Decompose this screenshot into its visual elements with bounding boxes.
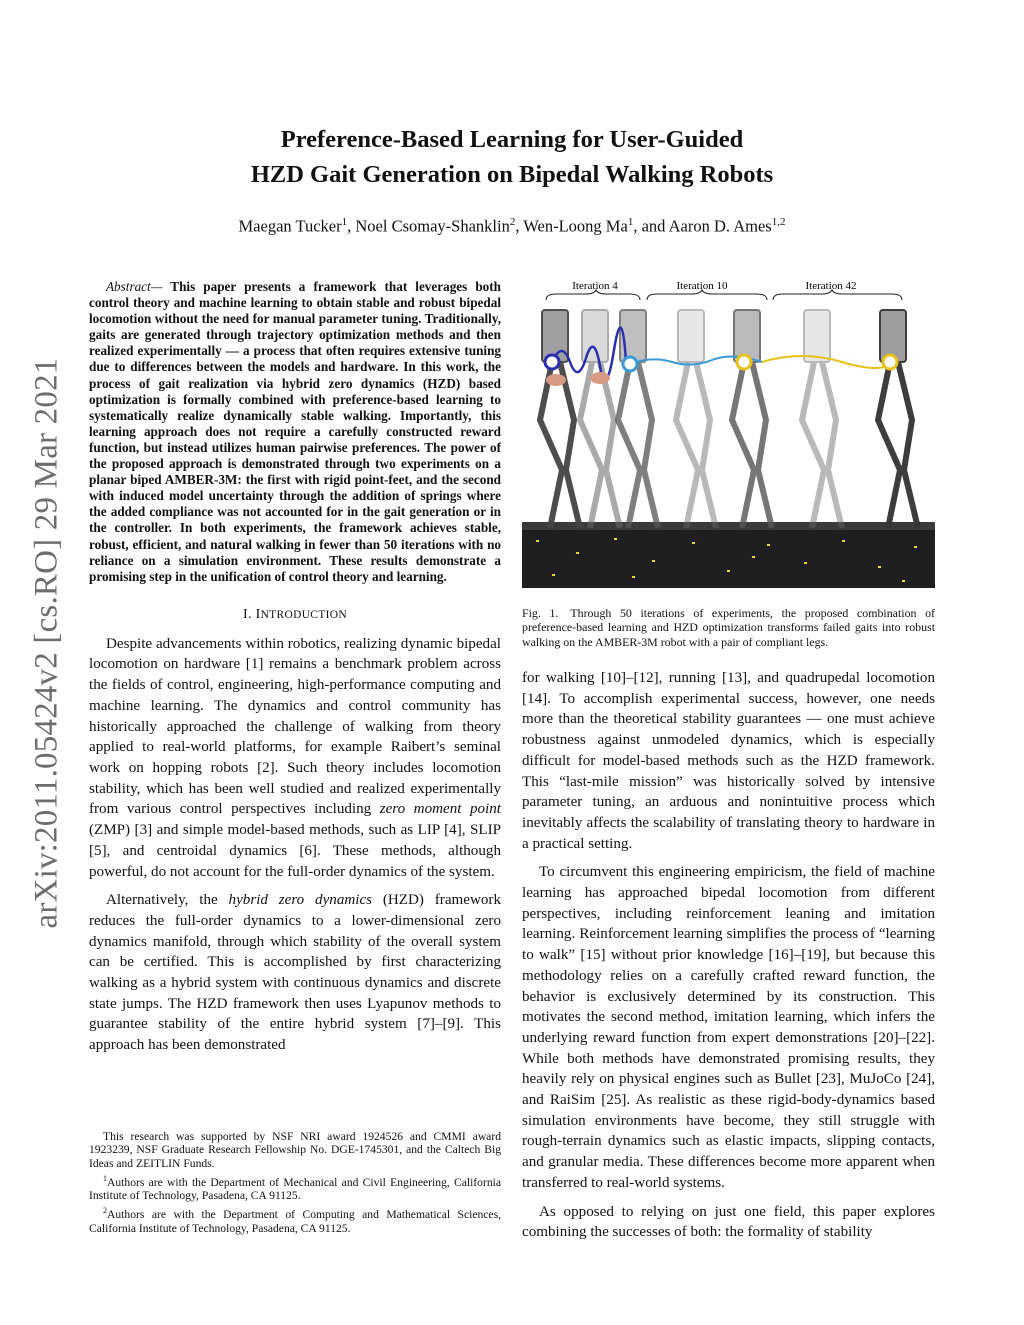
treadmill-surface	[522, 528, 935, 588]
author-name: Noel Csomay-Shanklin	[355, 216, 510, 236]
hip-marker-iteration-10	[623, 357, 637, 371]
robot-frame	[732, 310, 772, 528]
author-name: Wen-Loong Ma	[523, 216, 628, 236]
abstract	[89, 279, 501, 585]
figure-1	[522, 270, 935, 595]
abstract-label: Abstract—	[106, 279, 163, 294]
human-hand	[546, 374, 566, 386]
human-hand	[590, 372, 610, 384]
section-title-rest: NTRODUCTION	[260, 608, 347, 621]
robot-frame	[802, 310, 842, 528]
section-title-initial: I	[255, 606, 261, 622]
robot-walking-image	[522, 270, 935, 590]
robot-frames	[540, 310, 918, 528]
author-separator: ,	[515, 216, 524, 236]
section-number: I.	[243, 606, 256, 622]
intro-paragraph-2: Alternatively, the hybrid zero dynamics (HZD) framework reduces the full-order dynamics to a lower-dimensional zero dynamics manifold, through which stability of the overall system can be certified. This is accomplished by first characterizing walking as a hybrid system with continuous dynamics and discrete state jumps. The HZD framework then uses Lyapunov methods to guarantee stability of the entire hybrid system [7]–[9]. This approach has been demonstrated	[89, 892, 501, 1054]
author-name: Aaron D. Ames	[668, 216, 772, 236]
funding-footnote: This research was supported by NSF NRI award 1924526 and CMMI award 1923239, NSF Graduate Research Fellowship No. DGE-1745301, and the Caltech Big Ideas and ZEITLIN Funds.	[89, 1130, 501, 1170]
left-column	[89, 279, 501, 1064]
author-affiliation: 1	[341, 216, 348, 228]
paper-title	[0, 122, 1024, 192]
author-name: Maegan Tucker	[238, 216, 342, 236]
iteration-label-4: Iteration 4	[572, 280, 618, 292]
intro-paragraph-5: As opposed to relying on just one field, this paper explores combining the successes of both: the formality of stability	[522, 1203, 935, 1241]
section-heading-introduction	[89, 607, 501, 623]
figure-label: Fig. 1.	[522, 606, 559, 620]
figure-caption-text: Through 50 iterations of experiments, the proposed combination of preference-based learning and HZD optimization transforms failed gaits into robust walking on the AMBER-3M robot with a pair of compliant legs.	[522, 606, 935, 649]
hip-marker-iteration-42	[883, 355, 897, 369]
hip-marker-iteration-42	[737, 355, 751, 369]
iteration-label-42: Iteration 42	[805, 280, 857, 292]
affiliation-footnote-2: $^2$Authors are with the Department of Computing and Mathematical Sciences, California Institute of Technology, Pasadena, CA 91125.	[89, 1206, 501, 1235]
treadmill-edge	[522, 522, 935, 530]
author-affiliation: 2	[509, 216, 516, 228]
author-affiliation: 1,2	[771, 216, 786, 228]
arxiv-identifier: arXiv:2011.05424v2 [cs.RO] 29 Mar 2021	[28, 357, 65, 929]
author-list	[0, 216, 1024, 237]
author-affiliation: 1	[627, 216, 634, 228]
iteration-label-10: Iteration 10	[676, 280, 728, 292]
arxiv-identifier-sidebar	[24, 343, 70, 943]
intro-paragraph-4: To circumvent this engineering empiricism, the field of machine learning has approached bipedal locomotion from different perspectives, including reinforcement leaning and imitation learning. Reinforcement learning simplifies the process of “learning to walk” [15] without prior knowledge [16]–[19], but because this methodology relies on a carefully crafted reward function, the behavior is exclusively determined by its construction. This motivates the second method, imitation learning, which infers the underlying reward function from expert demonstrations [20]–[22]. While both methods have demonstrated promising results, they heavily rely on physical engines such as Bullet [23], MuJoCo [24], and RaiSim [25]. As realistic as these rigid-body-dynamics based simulation environments have become, they still struggle with rough-terrain dynamics such as elastic impacts, slipping contacts, and granular media. These differences become more apparent when transferred to real-world systems.	[522, 864, 935, 1191]
affiliation-footnote-1: $^1$Authors are with the Department of Mechanical and Civil Engineering, California Institute of Technology, Pasadena, CA 91125.	[89, 1173, 501, 1203]
robot-frame	[878, 310, 918, 528]
intro-paragraph-3: for walking [10]–[12], running [13], and quadrupedal locomotion [14]. To accomplish experimental success, however, one needs more than the theoretical stability guarantees — one must achieve robustness against unmodeled dynamics, which is especially difficult for model-based methods such as the HZD framework. This “last-mile mission” was historically solved by intensive parameter tuning, an arduous and nonintuitive process which inevitably affects the scalability of translating theory to hardware in a practical setting.	[522, 670, 935, 852]
right-column	[522, 668, 935, 1251]
title-line-1: Preference-Based Learning for User-Guided	[280, 126, 744, 153]
hip-marker-iteration-4	[545, 355, 559, 369]
author-separator: , and	[633, 216, 669, 236]
author-separator: ,	[347, 216, 356, 236]
robot-frame	[676, 310, 716, 528]
title-line-2: HZD Gait Generation on Bipedal Walking Robots	[250, 161, 774, 188]
intro-paragraph-1: Despite advancements within robotics, realizing dynamic bipedal locomotion on hardware [1] remains a benchmark problem across the fields of control, engineering, high-performance computing and machine learning. The dynamics and control community has historically approached the challenge of walking from theory applied to real-world platforms, for example Raibert’s seminal work on hopping robots [2]. Such theory includes locomotion stability, which has been well studied and realized experimentally from various control perspectives including zero moment point (ZMP) [3] and simple model-based methods, such as LIP [4], SLIP [5], and centroidal dynamics [6]. These methods, although powerful, do not account for the full-order dynamics of the system.	[89, 635, 501, 880]
figure-caption	[522, 606, 935, 649]
abstract-text: This paper presents a framework that leverages both control theory and machine learning to obtain stable and robust bipedal locomotion without the need for manual parameter tuning. Traditionally, gaits are generated through trajectory optimization methods and then realized experimentally — a process that often requires extensive tuning due to differences between the models and hardware. In this work, the process of gait realization via hybrid zero dynamics (HZD) based optimization is formally combined with preference-based learning to systematically realize dynamically stable walking. Importantly, this learning approach does not require a carefully constructed reward function, but instead utilizes human pairwise preferences. The power of the proposed approach is demonstrated through two experiments on a planar biped AMBER-3M: the first with rigid point-feet, and the second with induced model uncertainty through the addition of springs where the added compliance was not accounted for in the gait generation or in the controller. In both experiments, the framework achieves stable, robust, efficient, and natural walking in fewer than 50 iterations with no reliance on a simulation environment. These results demonstrate a promising step in the unification of control theory and learning.	[89, 279, 502, 584]
footnotes	[89, 1130, 501, 1237]
robot-frame	[540, 310, 580, 528]
